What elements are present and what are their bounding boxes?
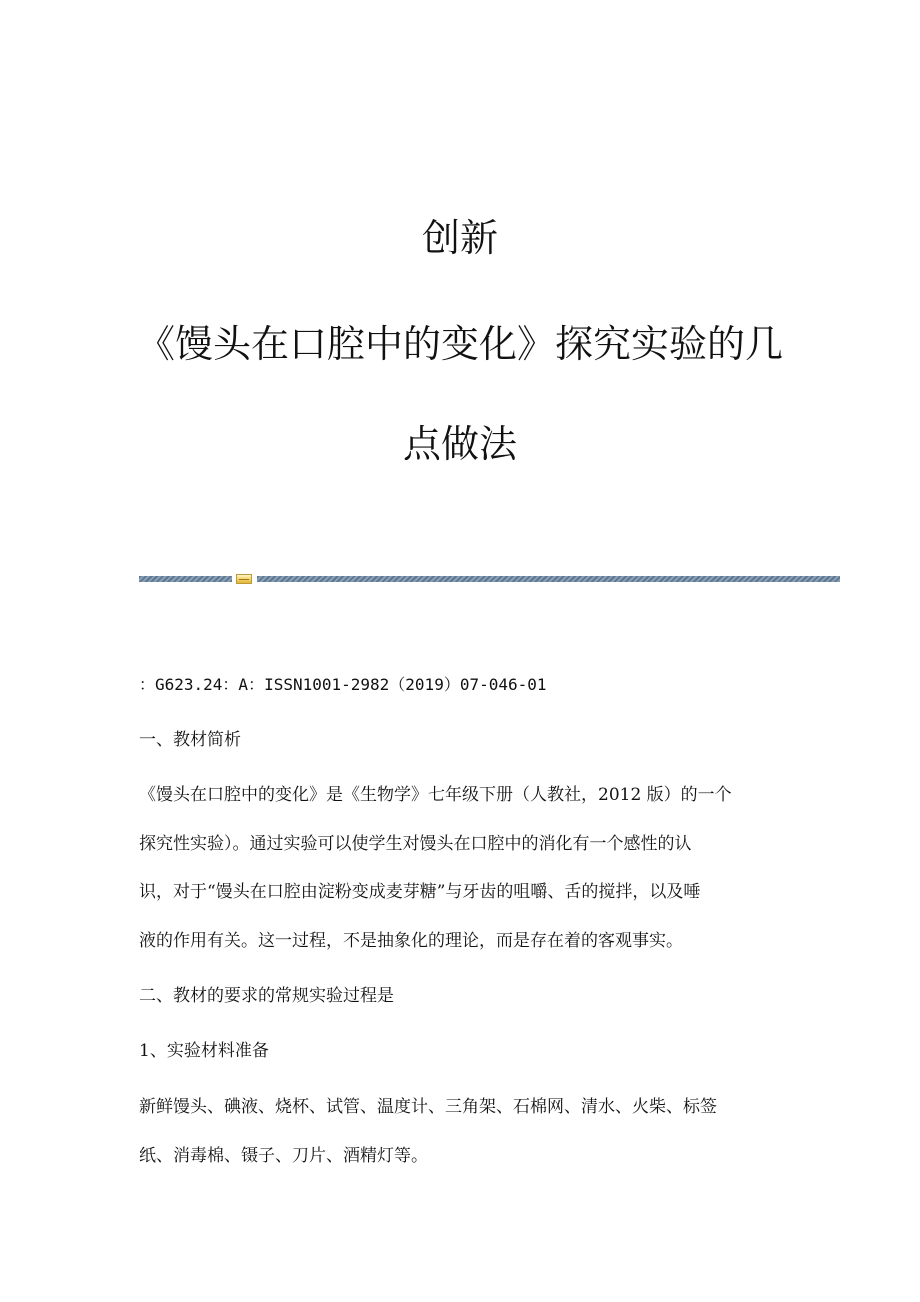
section-1-text-line: 探究性实验）。通过实验可以使学生对馒头在口腔中的消化有一个感性的认 (139, 834, 692, 854)
divider-bar-left (139, 576, 232, 582)
document-title-line-2: 《馒头在口腔中的变化》探究实验的几 (136, 322, 783, 366)
document-title-line-1: 创新 (421, 216, 498, 260)
section-1-heading: 一、教材简析 (139, 730, 241, 750)
materials-text-line: 新鲜馒头、碘液、烧杯、试管、温度计、三角架、石棉网、清水、火柴、标签 (139, 1097, 717, 1117)
document-title-line-3: 点做法 (402, 422, 517, 466)
section-1-text-line: 液的作用有关。这一过程，不是抽象化的理论，而是存在着的客观事实。 (139, 931, 683, 951)
divider-bar-right (257, 576, 840, 582)
classification-line: ：G623.24：A：ISSN1001-2982（2019）07-046-01 (139, 675, 547, 694)
section-1-text-line: 《馒头在口腔中的变化》是《生物学》七年级下册（人教社，2012 版）的一个 (139, 785, 732, 805)
materials-text-line: 纸、消毒棉、镊子、刀片、酒精灯等。 (139, 1146, 428, 1166)
section-2-heading: 二、教材的要求的常规实验过程是 (139, 986, 394, 1006)
section-1-text-line: 识，对于“馒头在口腔由淀粉变成麦芽糖”与牙齿的咀嚼、舌的搅拌，以及唾 (139, 882, 701, 902)
divider-ornament-icon (236, 574, 252, 584)
section-2-subheading: 1、实验材料准备 (139, 1041, 269, 1061)
title-divider (139, 574, 840, 584)
